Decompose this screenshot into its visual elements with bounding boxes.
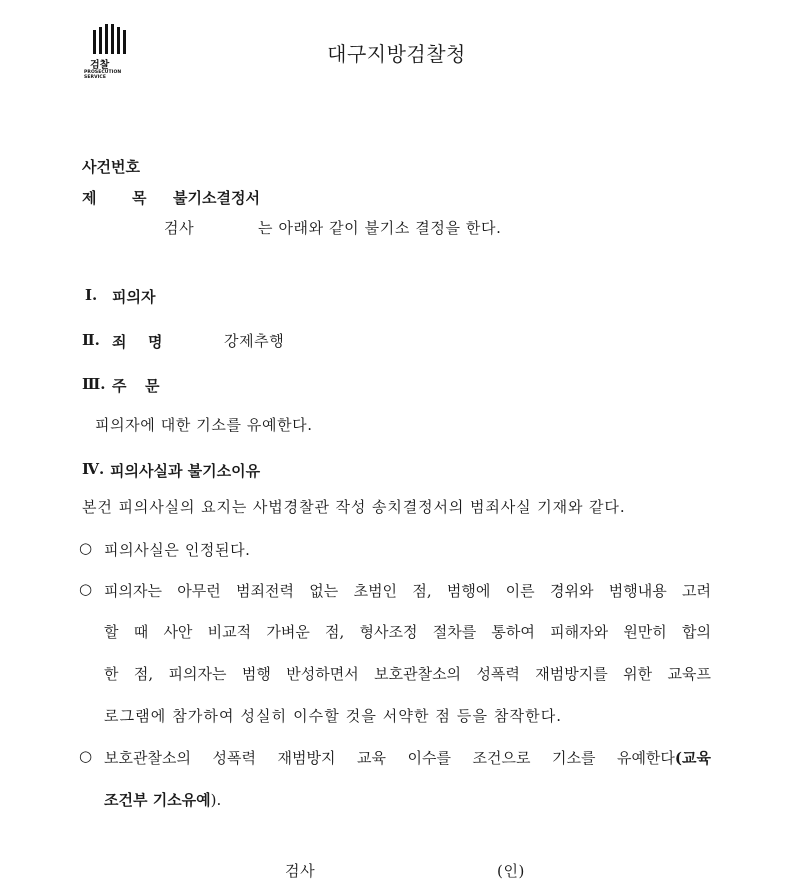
reason-item-3-line-2 [104, 789, 221, 810]
section-disposition-number: Ⅲ. [82, 375, 106, 393]
logo-subtext: PROSECUTION SERVICE [84, 70, 122, 80]
bullet-item-3: ○ [79, 747, 93, 765]
office-title: 대구지방검찰청 [327, 42, 466, 66]
section-charge-title-first: 죄 [112, 333, 127, 351]
section-reasons-title: 피의사실과 불기소이유 [110, 462, 261, 480]
section-disposition-title-first: 주 [112, 377, 127, 395]
reason-item-3-line-1 [104, 747, 711, 768]
intro-prosecutor: 검사 [164, 219, 195, 237]
bullet-item-1: ○ [79, 539, 93, 557]
section-suspect-number: Ⅰ. [85, 286, 98, 304]
intro-text: 는 아래와 같이 불기소 결정을 한다. [258, 219, 502, 237]
charge-value: 강제추행 [224, 332, 285, 350]
reason-item-3-text: 보호관찰소의 성폭력 재범방지 교육 이수를 조건으로 기소를 유예한다 [104, 749, 675, 767]
signature-seal: (인) [497, 862, 525, 880]
signature-prosecutor: 검사 [285, 862, 316, 880]
section-suspect-title: 피의자 [112, 288, 156, 306]
reason-item-2-line-2: 할 때 사안 비교적 가벼운 점, 형사조정 절차를 통하여 피해자와 원만히 합의 [104, 623, 711, 641]
reason-item-3-bold-text: 조건부 기소유예 [104, 791, 211, 809]
disposition-text: 피의자에 대한 기소를 유예한다. [95, 416, 313, 434]
reasons-summary: 본건 피의사실의 요지는 사법경찰관 작성 송치결정서의 범죄사실 기재와 같다. [82, 498, 626, 516]
reason-item-2-line-1: 피의자는 아무런 범죄전력 없는 초범인 점, 범행에 이른 경위와 범행내용 고려 [104, 582, 711, 600]
section-charge-number: Ⅱ. [82, 331, 100, 349]
section-disposition-title-second: 문 [145, 377, 160, 395]
logo-text: 검찰 [90, 60, 110, 71]
subject-value: 불기소결정서 [173, 189, 260, 207]
reason-item-1: 피의사실은 인정된다. [104, 541, 251, 559]
section-reasons-number: Ⅳ. [82, 460, 105, 478]
case-number-label: 사건번호 [82, 158, 140, 176]
reason-item-2-line-3: 한 점, 피의자는 범행 반성하면서 보호관찰소의 성폭력 재범방지를 위한 교육프 [104, 665, 711, 683]
reason-item-3-bold-open: (교육 [674, 749, 711, 767]
section-charge-title-second: 명 [148, 333, 163, 351]
subject-label-first: 제 [82, 189, 97, 207]
reason-item-3-tail: ). [210, 791, 222, 809]
bullet-item-2: ○ [79, 580, 93, 598]
reason-item-2-line-4: 로그램에 참가하여 성실히 이수할 것을 서약한 점 등을 참작한다. [104, 707, 563, 725]
subject-label-second: 목 [132, 189, 147, 207]
